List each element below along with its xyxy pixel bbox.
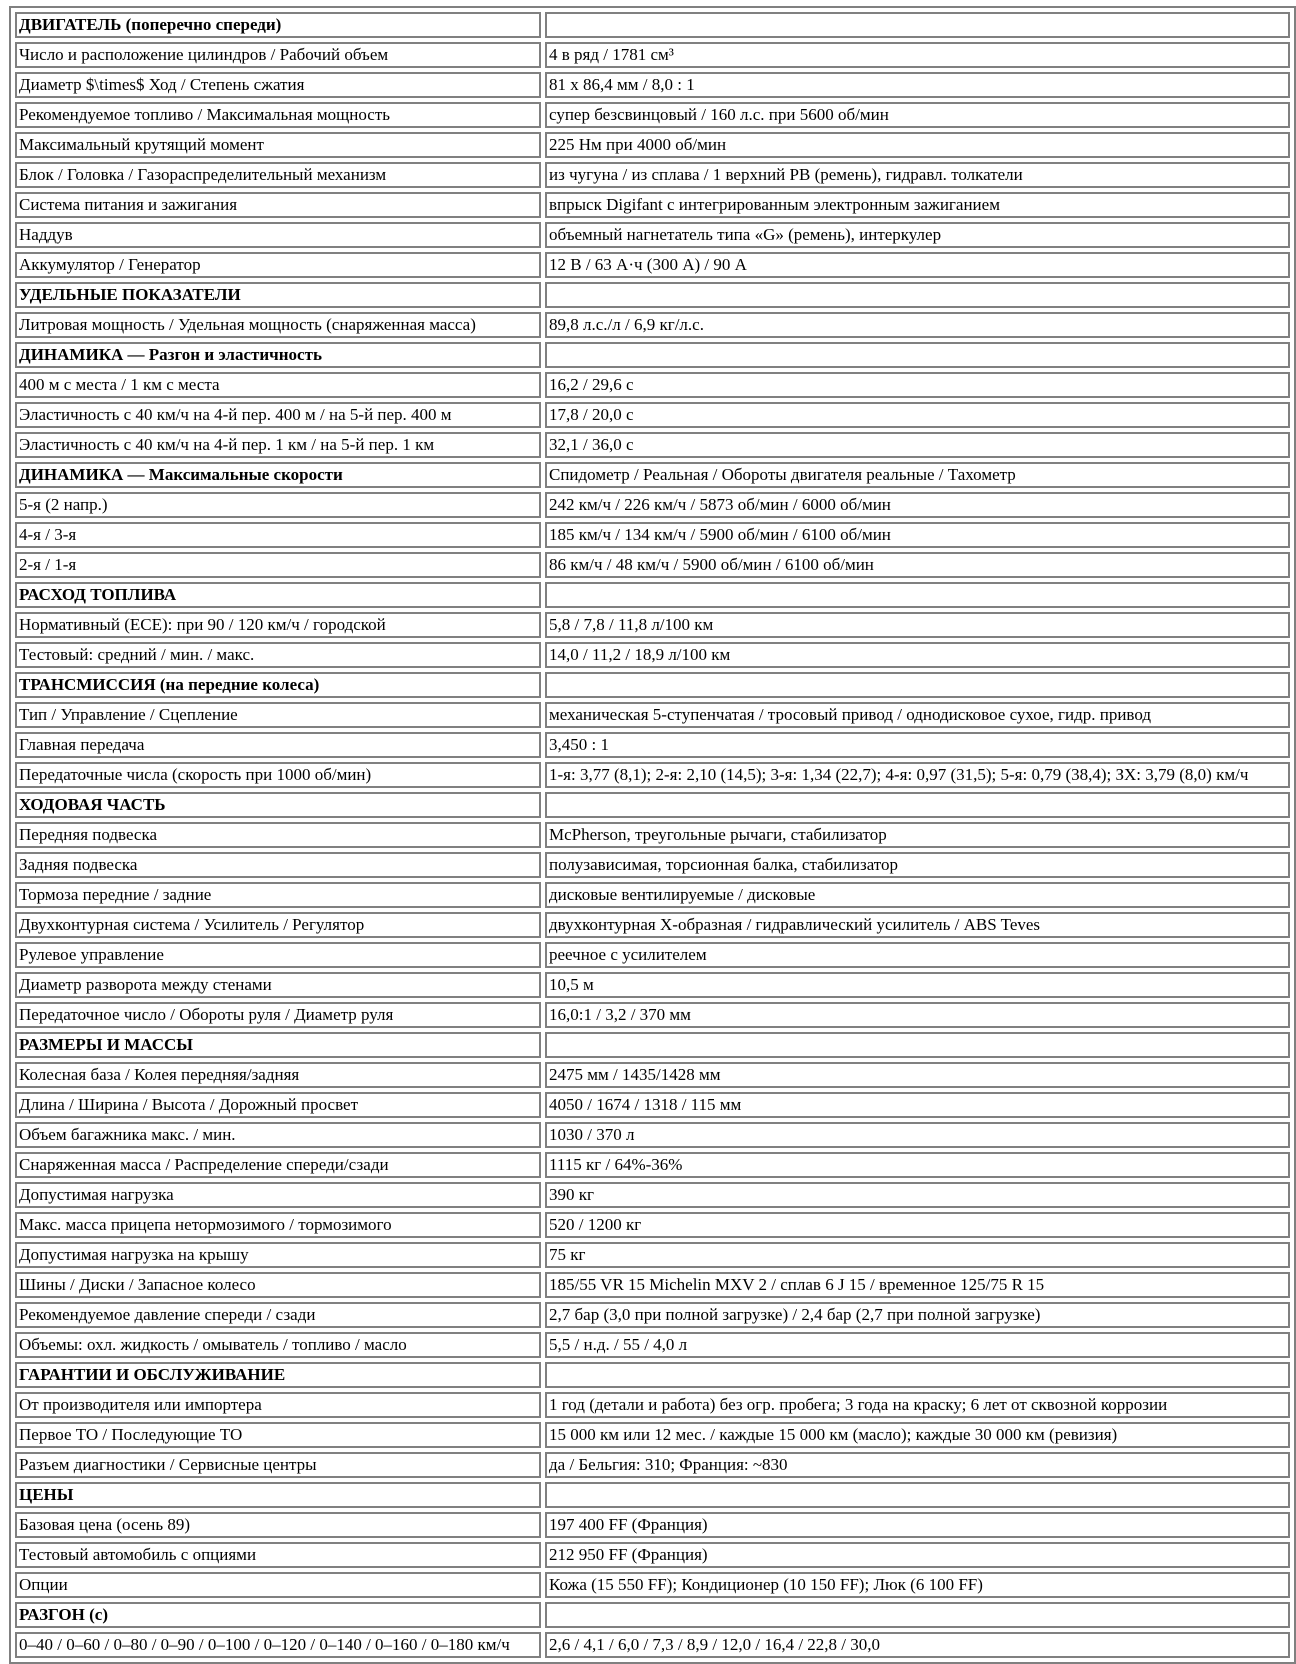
table-row	[15, 1182, 1290, 1208]
spec-value: супер безсвинцовый / 160 л.с. при 5600 об/мин	[545, 102, 1290, 128]
spec-value: 2,6 / 4,1 / 6,0 / 7,3 / 8,9 / 12,0 / 16,4 / 22,8 / 30,0	[545, 1632, 1290, 1658]
table-row	[15, 492, 1290, 518]
table-row	[15, 402, 1290, 428]
table-row	[15, 1122, 1290, 1148]
spec-label: Рекомендуемое топливо / Максимальная мощность	[15, 102, 541, 128]
spec-label: 400 м с места / 1 км с места	[15, 372, 541, 398]
table-row	[15, 1632, 1290, 1658]
table-row	[15, 852, 1290, 878]
spec-value: 185/55 VR 15 Michelin MXV 2 / сплав 6 J 15 / временное 125/75 R 15	[545, 1272, 1290, 1298]
spec-value: 2475 мм / 1435/1428 мм	[545, 1062, 1290, 1088]
spec-label: Рекомендуемое давление спереди / сзади	[15, 1302, 541, 1328]
spec-value: впрыск Digifant с интегрированным электронным зажиганием	[545, 192, 1290, 218]
table-row	[15, 732, 1290, 758]
section-title: РАЗГОН (с)	[15, 1602, 541, 1628]
spec-value: 10,5 м	[545, 972, 1290, 998]
spec-label: Передаточные числа (скорость при 1000 об/мин)	[15, 762, 541, 788]
spec-label: Диаметр разворота между стенами	[15, 972, 541, 998]
table-row	[15, 1422, 1290, 1448]
spec-label: Передняя подвеска	[15, 822, 541, 848]
spec-value: 16,0:1 / 3,2 / 370 мм	[545, 1002, 1290, 1028]
table-row	[15, 252, 1290, 278]
spec-value: полузависимая, торсионная балка, стабилизатор	[545, 852, 1290, 878]
table-row	[15, 1152, 1290, 1178]
spec-value: 17,8 / 20,0 с	[545, 402, 1290, 428]
spec-value	[545, 582, 1290, 608]
spec-value: 197 400 FF (Франция)	[545, 1512, 1290, 1538]
spec-label: Аккумулятор / Генератор	[15, 252, 541, 278]
table-row	[15, 972, 1290, 998]
spec-label: Шины / Диски / Запасное колесо	[15, 1272, 541, 1298]
section-header-row	[15, 12, 1290, 38]
table-row	[15, 1212, 1290, 1238]
table-row	[15, 162, 1290, 188]
table-row	[15, 1572, 1290, 1598]
spec-value	[545, 12, 1290, 38]
spec-label: Блок / Головка / Газораспределительный механизм	[15, 162, 541, 188]
spec-value: 5,5 / н.д. / 55 / 4,0 л	[545, 1332, 1290, 1358]
table-row	[15, 822, 1290, 848]
spec-label: Передаточное число / Обороты руля / Диаметр руля	[15, 1002, 541, 1028]
spec-label: Эластичность с 40 км/ч на 4-й пер. 400 м / на 5-й пер. 400 м	[15, 402, 541, 428]
spec-value	[545, 282, 1290, 308]
spec-value: да / Бельгия: 310; Франция: ~830	[545, 1452, 1290, 1478]
section-title: ЦЕНЫ	[15, 1482, 541, 1508]
section-header-row	[15, 1482, 1290, 1508]
section-header-row	[15, 1362, 1290, 1388]
section-title: РАСХОД ТОПЛИВА	[15, 582, 541, 608]
table-row	[15, 882, 1290, 908]
table-row	[15, 642, 1290, 668]
spec-label: Первое ТО / Последующие ТО	[15, 1422, 541, 1448]
table-row	[15, 612, 1290, 638]
spec-value	[545, 1602, 1290, 1628]
table-row	[15, 42, 1290, 68]
table-row	[15, 942, 1290, 968]
spec-value: 1-я: 3,77 (8,1); 2-я: 2,10 (14,5); 3-я: 1,34 (22,7); 4-я: 0,97 (31,5); 5-я: 0,79 (38,4); ЗХ: 3,79 (8,0) км/ч	[545, 762, 1290, 788]
spec-value: 1030 / 370 л	[545, 1122, 1290, 1148]
spec-value: 225 Нм при 4000 об/мин	[545, 132, 1290, 158]
spec-label: Разъем диагностики / Сервисные центры	[15, 1452, 541, 1478]
section-header-row	[15, 582, 1290, 608]
section-title: ДВИГАТЕЛЬ (поперечно спереди)	[15, 12, 541, 38]
spec-label: Система питания и зажигания	[15, 192, 541, 218]
table-row	[15, 1242, 1290, 1268]
spec-value: 89,8 л.с./л / 6,9 кг/л.с.	[545, 312, 1290, 338]
spec-label: Нормативный (ECE): при 90 / 120 км/ч / городской	[15, 612, 541, 638]
spec-value: Кожа (15 550 FF); Кондиционер (10 150 FF); Люк (6 100 FF)	[545, 1572, 1290, 1598]
spec-label: Объем багажника макс. / мин.	[15, 1122, 541, 1148]
table-row	[15, 312, 1290, 338]
table-row	[15, 552, 1290, 578]
spec-label: Тестовый: средний / мин. / макс.	[15, 642, 541, 668]
section-header-row	[15, 1032, 1290, 1058]
spec-value: объемный нагнетатель типа «G» (ремень), интеркулер	[545, 222, 1290, 248]
spec-value	[545, 1032, 1290, 1058]
table-row	[15, 132, 1290, 158]
spec-value: 4 в ряд / 1781 см³	[545, 42, 1290, 68]
spec-label: 2-я / 1-я	[15, 552, 541, 578]
spec-value	[545, 342, 1290, 368]
spec-value: 390 кг	[545, 1182, 1290, 1208]
spec-label: Допустимая нагрузка на крышу	[15, 1242, 541, 1268]
spec-label: Двухконтурная система / Усилитель / Регулятор	[15, 912, 541, 938]
table-row	[15, 192, 1290, 218]
spec-label: 4-я / 3-я	[15, 522, 541, 548]
table-row	[15, 1332, 1290, 1358]
spec-label: Макс. масса прицепа нетормозимого / тормозимого	[15, 1212, 541, 1238]
table-row	[15, 1302, 1290, 1328]
spec-value: 4050 / 1674 / 1318 / 115 мм	[545, 1092, 1290, 1118]
spec-label: Главная передача	[15, 732, 541, 758]
spec-label: Колесная база / Колея передняя/задняя	[15, 1062, 541, 1088]
spec-label: Допустимая нагрузка	[15, 1182, 541, 1208]
spec-value: 15 000 км или 12 мес. / каждые 15 000 км (масло); каждые 30 000 км (ревизия)	[545, 1422, 1290, 1448]
table-row	[15, 1092, 1290, 1118]
spec-value: дисковые вентилируемые / дисковые	[545, 882, 1290, 908]
spec-value: 12 В / 63 А·ч (300 А) / 90 А	[545, 252, 1290, 278]
spec-value: Спидометр / Реальная / Обороты двигателя реальные / Тахометр	[545, 462, 1290, 488]
table-row	[15, 1512, 1290, 1538]
table-row	[15, 1452, 1290, 1478]
table-row	[15, 432, 1290, 458]
table-row	[15, 372, 1290, 398]
spec-value: 86 км/ч / 48 км/ч / 5900 об/мин / 6100 об/мин	[545, 552, 1290, 578]
spec-label: Эластичность с 40 км/ч на 4-й пер. 1 км / на 5-й пер. 1 км	[15, 432, 541, 458]
spec-value: из чугуна / из сплава / 1 верхний РВ (ремень), гидравл. толкатели	[545, 162, 1290, 188]
spec-value: 3,450 : 1	[545, 732, 1290, 758]
spec-label: Диаметр $\times$ Ход / Степень сжатия	[15, 72, 541, 98]
table-row	[15, 912, 1290, 938]
table-row	[15, 1002, 1290, 1028]
spec-value	[545, 1362, 1290, 1388]
section-header-row	[15, 792, 1290, 818]
spec-label: Задняя подвеска	[15, 852, 541, 878]
spec-sheet	[9, 6, 1296, 1664]
section-title: ДИНАМИКА — Разгон и эластичность	[15, 342, 541, 368]
table-row	[15, 1272, 1290, 1298]
spec-value: 16,2 / 29,6 с	[545, 372, 1290, 398]
spec-value: 520 / 1200 кг	[545, 1212, 1290, 1238]
section-header-row	[15, 1602, 1290, 1628]
spec-label: От производителя или импортера	[15, 1392, 541, 1418]
spec-value: 32,1 / 36,0 с	[545, 432, 1290, 458]
spec-label: Рулевое управление	[15, 942, 541, 968]
spec-label: Наддув	[15, 222, 541, 248]
table-row	[15, 102, 1290, 128]
spec-label: Длина / Ширина / Высота / Дорожный просвет	[15, 1092, 541, 1118]
section-title: ГАРАНТИИ И ОБСЛУЖИВАНИЕ	[15, 1362, 541, 1388]
table-row	[15, 222, 1290, 248]
spec-value: 14,0 / 11,2 / 18,9 л/100 км	[545, 642, 1290, 668]
section-title: УДЕЛЬНЫЕ ПОКАЗАТЕЛИ	[15, 282, 541, 308]
section-title: ХОДОВАЯ ЧАСТЬ	[15, 792, 541, 818]
spec-label: Литровая мощность / Удельная мощность (снаряженная масса)	[15, 312, 541, 338]
spec-value: двухконтурная X-образная / гидравлический усилитель / ABS Teves	[545, 912, 1290, 938]
spec-label: Опции	[15, 1572, 541, 1598]
spec-label: Тип / Управление / Сцепление	[15, 702, 541, 728]
spec-label: Базовая цена (осень 89)	[15, 1512, 541, 1538]
spec-label: Максимальный крутящий момент	[15, 132, 541, 158]
spec-value: 1115 кг / 64%-36%	[545, 1152, 1290, 1178]
spec-table-body	[15, 12, 1290, 1658]
section-header-row	[15, 282, 1290, 308]
spec-value: реечное с усилителем	[545, 942, 1290, 968]
spec-value: 5,8 / 7,8 / 11,8 л/100 км	[545, 612, 1290, 638]
table-row	[15, 522, 1290, 548]
spec-label: Тестовый автомобиль с опциями	[15, 1542, 541, 1568]
table-row	[15, 1392, 1290, 1418]
table-row	[15, 1542, 1290, 1568]
spec-value: 2,7 бар (3,0 при полной загрузке) / 2,4 бар (2,7 при полной загрузке)	[545, 1302, 1290, 1328]
spec-value: 75 кг	[545, 1242, 1290, 1268]
table-row	[15, 1062, 1290, 1088]
spec-label: Объемы: охл. жидкость / омыватель / топливо / масло	[15, 1332, 541, 1358]
spec-label: Число и расположение цилиндров / Рабочий объем	[15, 42, 541, 68]
section-header-row	[15, 462, 1290, 488]
section-title: ТРАНСМИССИЯ (на передние колеса)	[15, 672, 541, 698]
table-row	[15, 702, 1290, 728]
spec-label: 0–40 / 0–60 / 0–80 / 0–90 / 0–100 / 0–120 / 0–140 / 0–160 / 0–180 км/ч	[15, 1632, 541, 1658]
spec-value	[545, 1482, 1290, 1508]
section-title: ДИНАМИКА — Максимальные скорости	[15, 462, 541, 488]
spec-table	[9, 6, 1296, 1664]
section-header-row	[15, 342, 1290, 368]
spec-value: 242 км/ч / 226 км/ч / 5873 об/мин / 6000 об/мин	[545, 492, 1290, 518]
spec-value: 1 год (детали и работа) без огр. пробега; 3 года на краску; 6 лет от сквозной коррозии	[545, 1392, 1290, 1418]
spec-value: 81 x 86,4 мм / 8,0 : 1	[545, 72, 1290, 98]
section-header-row	[15, 672, 1290, 698]
spec-value	[545, 672, 1290, 698]
spec-value: McPherson, треугольные рычаги, стабилизатор	[545, 822, 1290, 848]
spec-label: 5-я (2 напр.)	[15, 492, 541, 518]
table-row	[15, 762, 1290, 788]
spec-value: механическая 5-ступенчатая / тросовый привод / однодисковое сухое, гидр. привод	[545, 702, 1290, 728]
table-row	[15, 72, 1290, 98]
section-title: РАЗМЕРЫ И МАССЫ	[15, 1032, 541, 1058]
spec-value	[545, 792, 1290, 818]
spec-value: 185 км/ч / 134 км/ч / 5900 об/мин / 6100 об/мин	[545, 522, 1290, 548]
spec-value: 212 950 FF (Франция)	[545, 1542, 1290, 1568]
spec-label: Тормоза передние / задние	[15, 882, 541, 908]
spec-label: Снаряженная масса / Распределение спереди/сзади	[15, 1152, 541, 1178]
